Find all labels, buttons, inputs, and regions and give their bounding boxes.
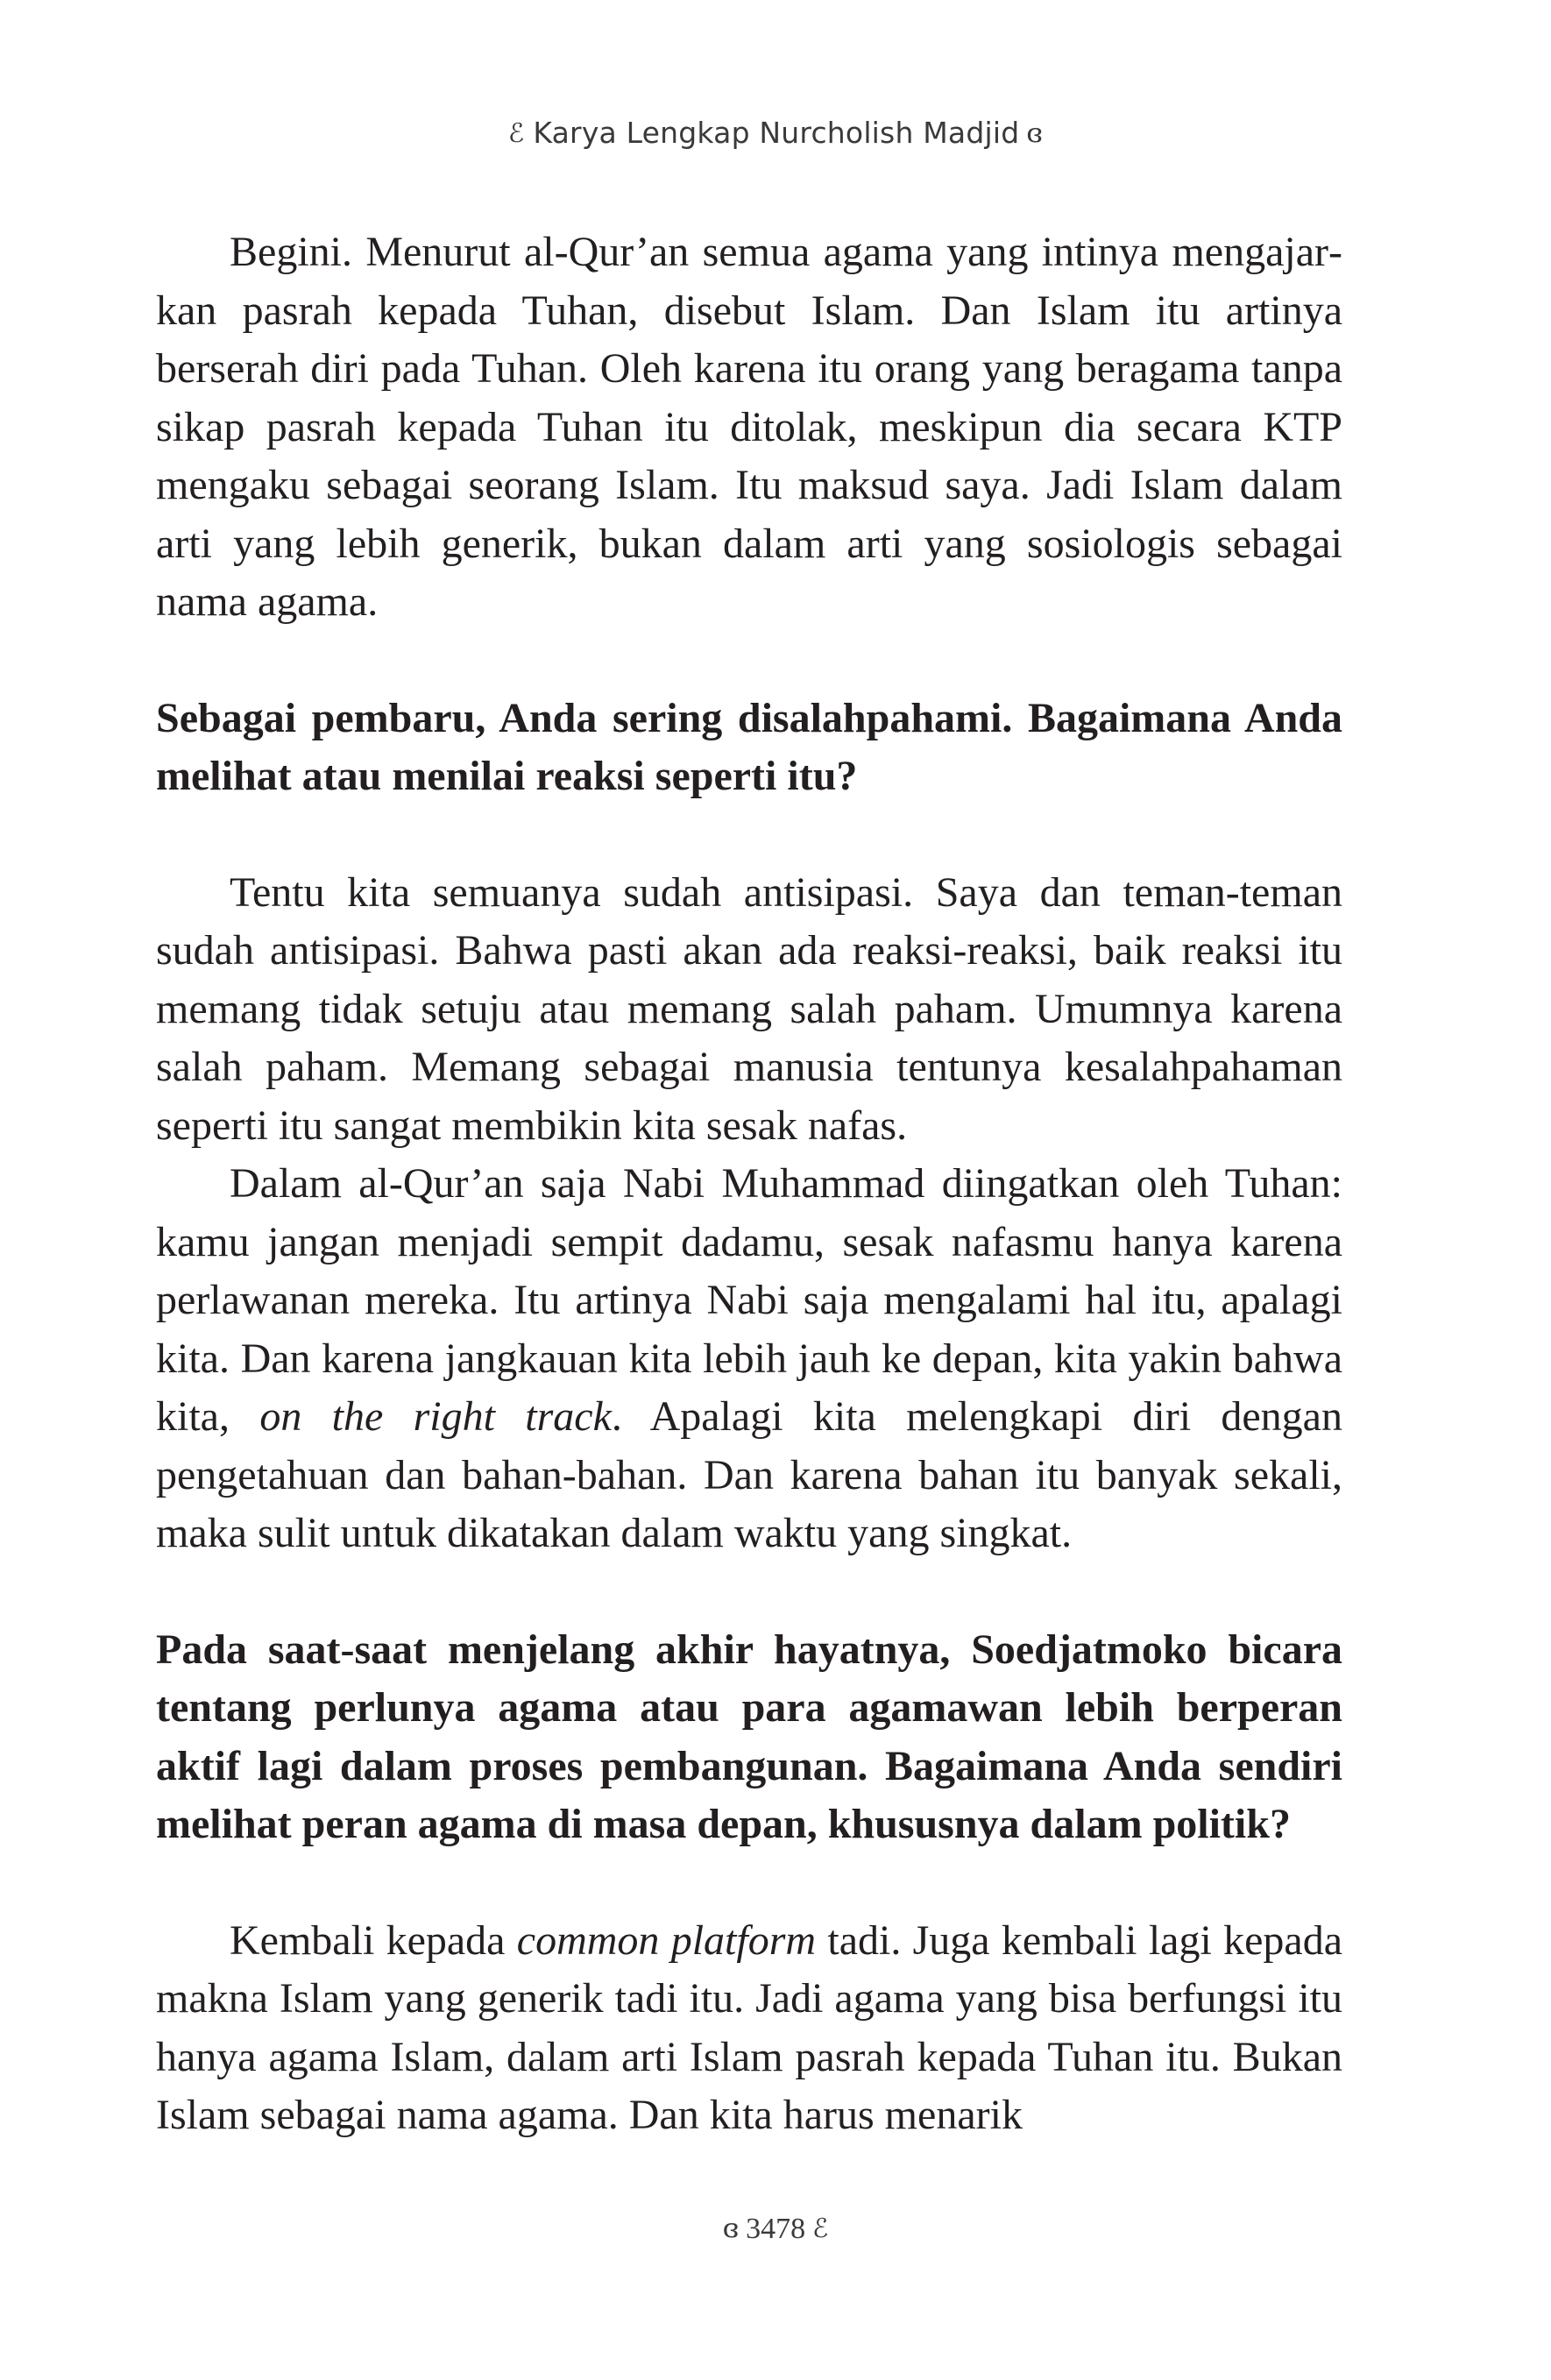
question-2: Pada saat-saat menjelang akhir hayatnya, Soedjatmoko bicara tentang perlunya agama atau para agamawan lebih berperan aktif lagi dalam proses pembangunan. Bagaimana Anda sendiri melihat peran agama di masa depan, khususnya dalam politik? [156,1626,1342,1847]
footer-ornament-right-icon: ℰ [812,2214,829,2244]
running-header [0,116,1551,150]
paragraph-3-text-end: . Apalagi kita melengkapi diri dengan pengetahuan dan bahan-bahan. Dan karena bahan itu banyak sekali, maka sulit untuk dikatakan dalam waktu yang singkat. [156,1393,1342,1556]
ornament-right-icon: ɞ [1026,118,1043,149]
italic-phrase: on the right track [259,1393,612,1440]
ornament-left-icon: ℰ [508,118,525,149]
answer-paragraph-1: Begini. Menurut al-Qur’an semua agama yang intinya mengajarkan pasrah kepada Tuhan, disebut Islam. Dan Islam itu artinya berserah diri pada Tuhan. Oleh karena itu orang yang beragama tanpa sikap pasrah kepada Tuhan itu ditolak, meskipun dia secara KTP mengaku sebagai seorang Islam. Itu maksud saya. Jadi Islam dalam arti yang lebih generik, bukan dalam arti yang sosiologis sebagai nama agama. [156,229,1342,625]
book-title: Karya Lengkap Nurcholish Madjid [533,116,1020,150]
answer-paragraph-2: Tentu kita semuanya sudah antisipasi. Saya dan teman-teman sudah antisipasi. Bahwa pasti akan ada reaksi-reaksi, baik reaksi itu memang tidak setuju atau memang salah paham. Umumnya karena salah paham. Memang sebagai manusia tentunya kesalahpahaman seperti itu sangat membikin kita sesak nafas. [156,868,1342,1149]
paragraph-4-text-start: Kembali kepada [230,1916,517,1964]
italic-phrase: common platform [516,1916,817,1964]
answer-paragraph-4 [156,1912,1342,2145]
section-gap [156,806,1342,864]
section-gap [156,632,1342,690]
page-body [156,223,1342,2145]
section-gap [156,1563,1342,1621]
page-footer [0,2213,1551,2246]
page-number: 3478 [746,2213,806,2245]
answer-paragraph-3 [156,1155,1342,1563]
paragraph-3-text-start: Dalam al-Qur’an saja Nabi Muhammad diingatkan oleh Tuhan: kamu jangan menjadi sempit dadamu, sesak nafasmu hanya karena perlawanan mereka. Itu artinya Nabi saja mengalami hal itu, apalagi kita. Dan karena jangkauan kita lebih jauh ke depan, kita yakin bahwa kita, [156,1160,1342,1440]
paragraph-4-text-end: tadi. Juga kembali lagi kepada makna Islam yang generik tadi itu. Jadi agama yang bisa berfungsi itu hanya agama Islam, dalam arti Islam pasrah kepada Tuhan itu. Bukan Islam sebagai nama agama. Dan kita harus menarik [156,1916,1342,2138]
footer-ornament-left-icon: ɞ [722,2214,740,2244]
question-1: Sebagai pembaru, Anda sering disalahpahami. Bagaimana Anda melihat atau menilai reaksi seperti itu? [156,694,1342,799]
section-gap [156,1854,1342,1912]
